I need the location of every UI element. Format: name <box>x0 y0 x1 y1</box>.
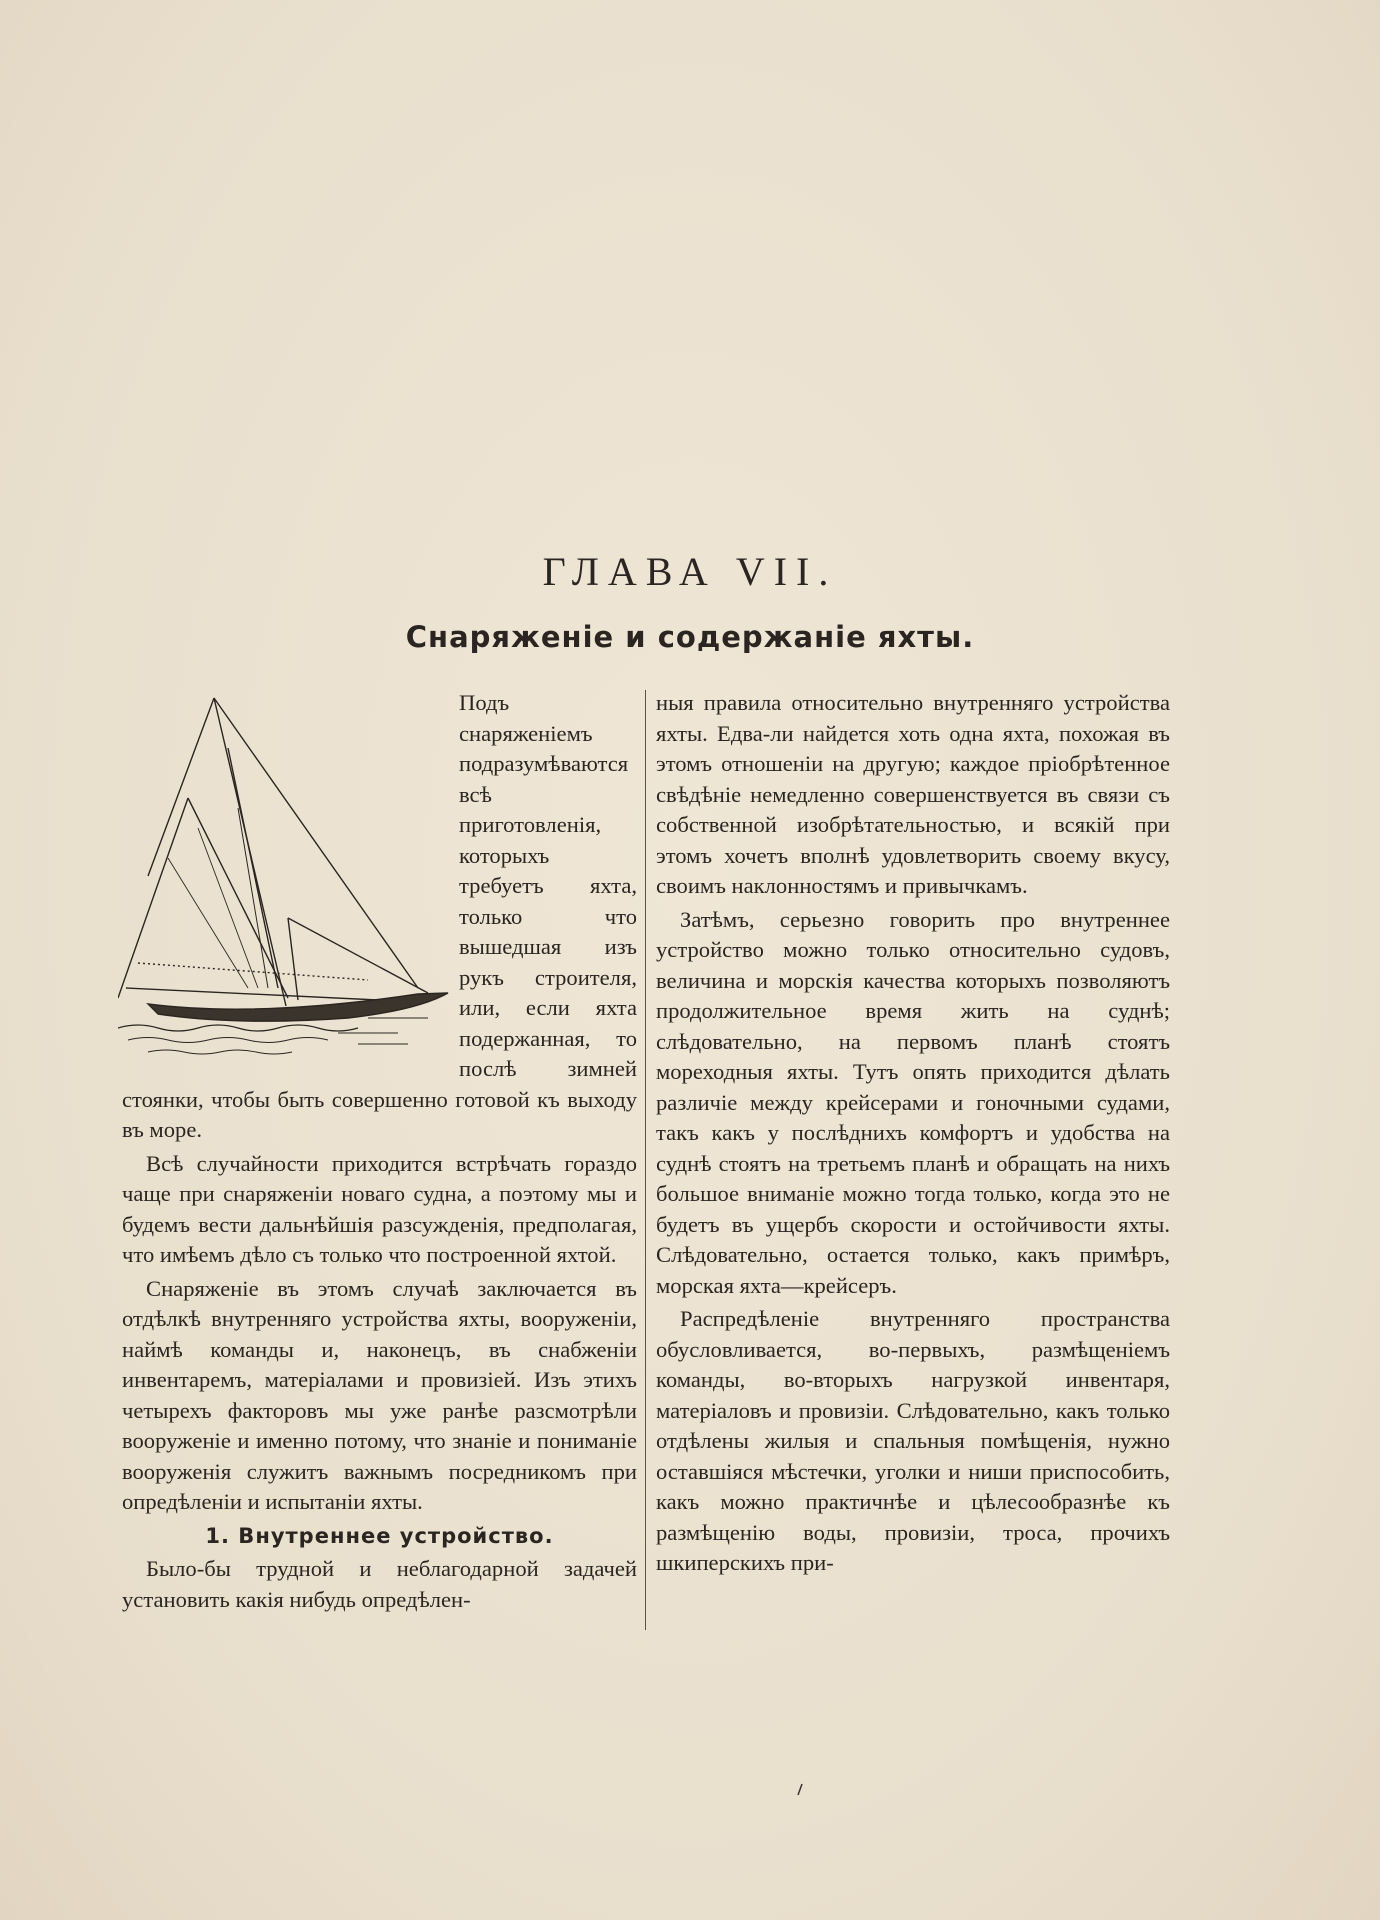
column-divider <box>645 690 646 1630</box>
section-heading: 1. Внутреннее устройство. <box>205 1523 554 1548</box>
left-paragraph-1: Подъ снаряженіемъ подразумѣваются всѣ приготовленія, которыхъ требуетъ яхта, только что вышедшая изъ рукъ строителя, или, если яхта подержанная, то послѣ зимней стоянки, чтобы быть совершенно готовой къ выходу въ море. <box>122 690 637 1142</box>
chapter-heading: ГЛАВА VII. <box>542 549 838 594</box>
right-paragraph-3: Распредѣленіе внутренняго пространства обусловливается, во-первыхъ, размѣщеніемъ команды, во-вторыхъ нагрузкой инвентаря, матеріаловъ и провизіи. Слѣдовательно, какъ только отдѣлены жилыя и спальныя помѣщенія, нужно оставшіяся мѣстечки, уголки и ниши приспособить, какъ можно практичнѣе и цѣлесообразнѣе къ размѣщенію воды, провизіи, троса, прочихъ шкиперскихъ при- <box>656 1306 1170 1575</box>
left-paragraph-3: Снаряженіе въ этомъ случаѣ заключается въ отдѣлкѣ внутренняго устройства яхты, вооруженіи, наймѣ команды и, наконецъ, въ снабженіи инвентаремъ, матеріалами и провизіей. Изъ этихъ четырехъ факторовъ мы уже ранѣе разсмотрѣли вооруженіе и именно потому, что знаніе и пониманіе вооруженія служитъ важнымъ посредникомъ при опредѣленіи и испытаніи яхты. <box>122 1275 637 1514</box>
left-column <box>122 688 637 1615</box>
left-paragraph-4: Было-бы трудной и неблагодарной задачей установить какія нибудь опредѣлен- <box>122 1556 637 1612</box>
sailboat-illustration <box>118 688 453 1070</box>
right-paragraph-1: ныя правила относительно внутренняго устройства яхты. Едва-ли найдется хоть одна яхта, похожая въ этомъ отношеніи на другую; каждое пріобрѣтенное свѣдѣніе немедленно совершенствуется въ связи съ собственной изобрѣтательностью, и всякій при этомъ хочетъ вполнѣ удовлетворить своему вкусу, своимъ наклонностямъ и привычкамъ. <box>656 690 1170 898</box>
right-paragraph-2: Затѣмъ, серьезно говорить про внутреннее устройство можно только относительно судовъ, величина и морскія качества которыхъ позволяютъ продолжительное время жить на суднѣ; слѣдовательно, на первомъ планѣ стоятъ мореходныя яхты. Тутъ опять приходится дѣлать различіе между крейсерами и гоночными судами, такъ какъ у послѣднихъ комфортъ и удобства на суднѣ стоятъ на третьемъ планѣ и обращать на нихъ большое вниманіе можно тогда только, когда это не будетъ въ ущербъ скорости и остойчивости яхты. Слѣдовательно, остается только, какъ примѣръ, морская яхта—крейсеръ. <box>656 906 1170 1298</box>
print-mark <box>795 1782 805 1796</box>
right-column <box>656 688 1170 1579</box>
left-paragraph-2: Всѣ случайности приходится встрѣчать гораздо чаще при снаряженіи новаго судна, а поэтому мы и будемъ вести дальнѣйшія разсужденія, предполагая, что имѣемъ дѣло съ только что построенной яхтой. <box>122 1150 637 1267</box>
chapter-title: Снаряженіе и содержаніе яхты. <box>405 620 975 654</box>
